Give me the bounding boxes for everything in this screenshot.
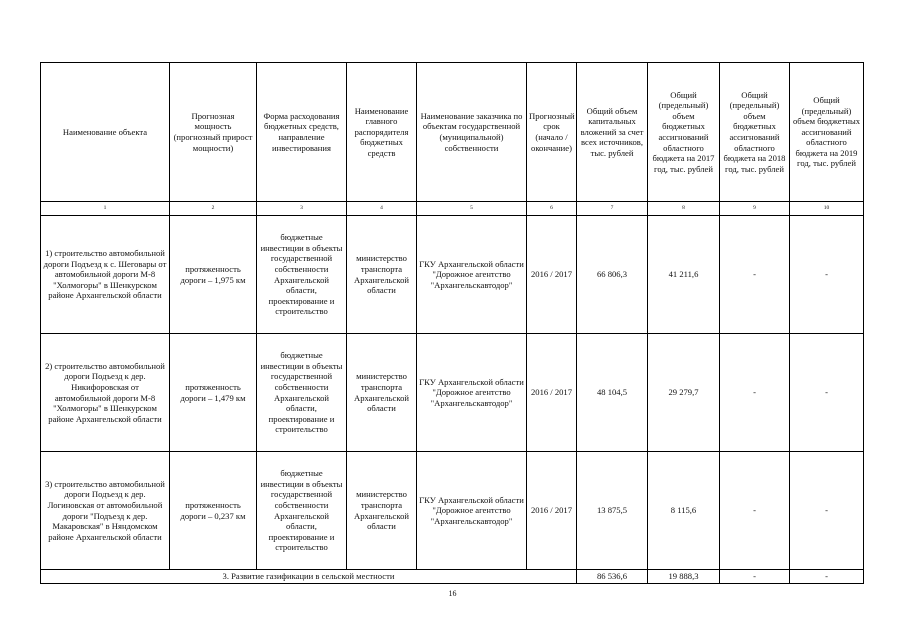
header-object-name: Наименование объекта [41,63,170,202]
budget-manager: министерство транспорта Архангельской области [347,216,417,334]
section-total-row [41,570,864,584]
section-total-investment: 86 536,6 [577,570,648,584]
budget-2017: 29 279,7 [648,334,720,452]
term: 2016 / 2017 [527,452,577,570]
budget-2019: - [790,452,864,570]
section-title: 3. Развитие газификации в сельской местности [41,570,577,584]
column-number: 8 [648,202,720,216]
budget-2018: - [720,452,790,570]
budget-2019: - [790,334,864,452]
total-investment: 13 875,5 [577,452,648,570]
spending-form: бюджетные инвестиции в объекты государственной собственности Архангельской области, проектирование и строительство [257,334,347,452]
budget-2019: - [790,216,864,334]
object-name: 3) строительство автомобильной дороги Подъезд к дер. Логиновская от автомобильной дороги "Подъезд к дер. Макаровская" в Няндомском районе Архангельской области [41,452,170,570]
total-investment: 66 806,3 [577,216,648,334]
column-number-row [41,202,864,216]
spending-form: бюджетные инвестиции в объекты государственной собственности Архангельской области, проектирование и строительство [257,452,347,570]
column-number: 7 [577,202,648,216]
table-row [41,334,864,452]
table-row [41,216,864,334]
header-term: Прогнозный срок (начало / окончание) [527,63,577,202]
budget-2018: - [720,216,790,334]
object-name: 1) строительство автомобильной дороги Подъезд к с. Шеговары от автомобильной дороги М-8 "Холмогоры" в Шенкурском районе Архангельской области [41,216,170,334]
total-investment: 48 104,5 [577,334,648,452]
section-budget-2018: - [720,570,790,584]
header-total-investment: Общий объем капитальных вложений за счет всех источников, тыс. рублей [577,63,648,202]
budget-2017: 8 115,6 [648,452,720,570]
section-budget-2019: - [790,570,864,584]
budget-2017: 41 211,6 [648,216,720,334]
column-number: 5 [417,202,527,216]
header-budget-manager: Наименование главного распорядителя бюджетных средств [347,63,417,202]
object-name: 2) строительство автомобильной дороги Подъезд к дер. Никифоровская от автомобильной дороги М-8 "Холмогоры" в Шенкурском районе Архангельской области [41,334,170,452]
column-number: 2 [170,202,257,216]
term: 2016 / 2017 [527,216,577,334]
page-number: 16 [448,589,457,598]
capacity: протяженность дороги – 0,237 км [170,452,257,570]
header-budget-2019: Общий (предельный) объем бюджетных ассигнований областного бюджета на 2019 год, тыс. рублей [790,63,864,202]
customer: ГКУ Архангельской области "Дорожное агентство "Архангельскавтодор" [417,334,527,452]
investment-table [40,62,864,584]
header-row [41,63,864,202]
column-number: 4 [347,202,417,216]
header-budget-2018: Общий (предельный) объем бюджетных ассигнований областного бюджета на 2018 год, тыс. рублей [720,63,790,202]
header-capacity: Прогнозная мощность (прогнозный прирост мощности) [170,63,257,202]
section-budget-2017: 19 888,3 [648,570,720,584]
header-spending-form: Форма расходования бюджетных средств, направление инвестирования [257,63,347,202]
header-customer: Наименование заказчика по объектам государственной (муниципальной) собственности [417,63,527,202]
budget-2018: - [720,334,790,452]
spending-form: бюджетные инвестиции в объекты государственной собственности Архангельской области, проектирование и строительство [257,216,347,334]
column-number: 6 [527,202,577,216]
column-number: 9 [720,202,790,216]
header-budget-2017: Общий (предельный) объем бюджетных ассигнований областного бюджета на 2017 год, тыс. рублей [648,63,720,202]
column-number: 1 [41,202,170,216]
budget-manager: министерство транспорта Архангельской области [347,452,417,570]
customer: ГКУ Архангельской области "Дорожное агентство "Архангельскавтодор" [417,452,527,570]
column-number: 3 [257,202,347,216]
term: 2016 / 2017 [527,334,577,452]
budget-manager: министерство транспорта Архангельской области [347,334,417,452]
capacity: протяженность дороги – 1,975 км [170,216,257,334]
customer: ГКУ Архангельской области "Дорожное агентство "Архангельскавтодор" [417,216,527,334]
capacity: протяженность дороги – 1,479 км [170,334,257,452]
table-row [41,452,864,570]
column-number: 10 [790,202,864,216]
